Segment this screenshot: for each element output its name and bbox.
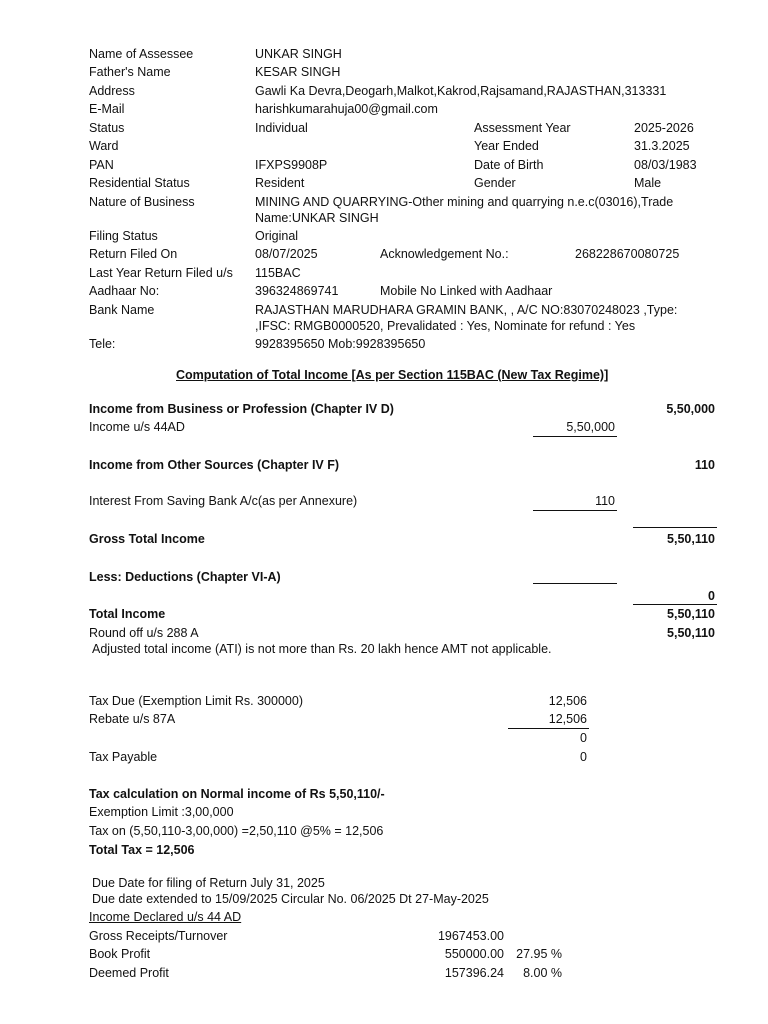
label-status: Status (89, 121, 125, 135)
value-nature-line2: Name:UNKAR SINGH (255, 211, 379, 225)
calc-line2: Tax on (5,50,110-3,00,000) =2,50,110 @5% = 12,506 (89, 824, 384, 838)
value-bank-line2: ,IFSC: RMGB0000520, Prevalidated : Yes, Nominate for refund : Yes (255, 319, 636, 333)
tax-due-value: 12,506 (548, 694, 587, 708)
computation-title: Computation of Total Income [As per Section 115BAC (New Tax Regime)] (176, 368, 609, 382)
deductions-label: Less: Deductions (Chapter VI-A) (89, 570, 281, 584)
subtotal-rule (533, 583, 617, 584)
business-total: 5,50,000 (666, 402, 715, 416)
tax-due-label: Tax Due (Exemption Limit Rs. 300000) (89, 694, 303, 708)
value-pan: IFXPS9908P (255, 158, 328, 172)
label-bank: Bank Name (89, 303, 155, 317)
calc-line3: Total Tax = 12,506 (89, 843, 195, 857)
label-year-ended: Year Ended (474, 139, 539, 153)
value-return-filed: 08/07/2025 (255, 247, 318, 261)
value-assessment-year: 2025-2026 (634, 121, 694, 135)
value-aadhaar: 396324869741 (255, 284, 339, 298)
value-father: KESAR SINGH (255, 65, 341, 79)
other-total: 110 (694, 458, 715, 472)
value-last-year: 115BAC (255, 266, 301, 280)
value-status: Individual (255, 121, 308, 135)
calc-title: Tax calculation on Normal income of Rs 5,50,110/- (89, 787, 385, 801)
label-filing: Filing Status (89, 229, 158, 243)
tax-payable-label: Tax Payable (89, 750, 158, 764)
other-head: Income from Other Sources (Chapter IV F) (89, 458, 340, 472)
label-mobile-linked: Mobile No Linked with Aadhaar (380, 284, 553, 298)
rebate-label: Rebate u/s 87A (89, 712, 176, 726)
label-aadhaar: Aadhaar No: (89, 284, 160, 298)
other-item: Interest From Saving Bank A/c(as per Annexure) (89, 494, 358, 508)
total-income-label: Total Income (89, 607, 166, 621)
value-dob: 08/03/1983 (634, 158, 697, 172)
label-tele: Tele: (89, 337, 116, 351)
label-email: E-Mail (89, 102, 125, 116)
deemed-profit-pct: 8.00 % (523, 966, 562, 980)
tax-payable-value: 0 (580, 750, 587, 764)
label-address: Address (89, 84, 135, 98)
business-item: Income u/s 44AD (89, 420, 185, 434)
value-email: harishkumarahuja00@gmail.com (255, 102, 438, 116)
value-year-ended: 31.3.2025 (634, 139, 690, 153)
total-income-value: 5,50,110 (667, 607, 715, 621)
gti-label: Gross Total Income (89, 532, 205, 546)
deductions-value: 0 (708, 589, 715, 603)
book-profit-pct: 27.95 % (516, 947, 562, 961)
other-item-value: 110 (595, 494, 615, 508)
subtotal-rule (533, 510, 617, 511)
calc-line1: Exemption Limit :3,00,000 (89, 805, 234, 819)
value-gender: Male (634, 176, 662, 190)
net-value: 0 (580, 731, 587, 745)
label-gender: Gender (474, 176, 516, 190)
deemed-profit-label: Deemed Profit (89, 966, 169, 980)
ati-note: Adjusted total income (ATI) is not more than Rs. 20 lakh hence AMT not applicable. (92, 642, 552, 656)
value-tele: 9928395650 Mob:9928395650 (255, 337, 426, 351)
total-rule (633, 527, 717, 528)
deemed-profit-amount: 157396.24 (444, 966, 504, 980)
value-name: UNKAR SINGH (255, 47, 342, 61)
value-filing: Original (255, 229, 299, 243)
business-head: Income from Business or Profession (Chapter IV D) (89, 402, 394, 416)
due-date-extended: Due date extended to 15/09/2025 Circular No. 06/2025 Dt 27-May-2025 (92, 892, 489, 906)
value-bank-line1: RAJASTHAN MARUDHARA GRAMIN BANK, , A/C NO:83070248023 ,Type: (255, 303, 678, 317)
income-declared-heading: Income Declared u/s 44 AD (89, 910, 242, 924)
label-nature: Nature of Business (89, 195, 195, 209)
rebate-value: 12,506 (548, 712, 587, 726)
label-ack: Acknowledgement No.: (380, 247, 509, 261)
label-name: Name of Assessee (89, 47, 194, 61)
label-dob: Date of Birth (474, 158, 544, 172)
business-item-value: 5,50,000 (566, 420, 615, 434)
label-residential: Residential Status (89, 176, 190, 190)
roundoff-value: 5,50,110 (667, 626, 715, 640)
label-pan: PAN (89, 158, 114, 172)
label-last-year: Last Year Return Filed u/s (89, 266, 233, 280)
label-assessment-year: Assessment Year (474, 121, 571, 135)
due-date: Due Date for filing of Return July 31, 2025 (92, 876, 325, 890)
subtotal-rule (508, 728, 589, 729)
book-profit-amount: 550000.00 (444, 947, 504, 961)
receipts-label: Gross Receipts/Turnover (89, 929, 228, 943)
receipts-amount: 1967453.00 (437, 929, 504, 943)
total-rule (633, 604, 717, 605)
value-nature-line1: MINING AND QUARRYING-Other mining and quarrying n.e.c(03016),Trade (255, 195, 674, 209)
value-address: Gawli Ka Devra,Deogarh,Malkot,Kakrod,Rajsamand,RAJASTHAN,313331 (255, 84, 667, 98)
label-father: Father's Name (89, 65, 171, 79)
book-profit-label: Book Profit (89, 947, 151, 961)
subtotal-rule (533, 436, 617, 437)
roundoff-label: Round off u/s 288 A (89, 626, 199, 640)
label-return-filed: Return Filed On (89, 247, 178, 261)
gti-value: 5,50,110 (667, 532, 715, 546)
label-ward: Ward (89, 139, 119, 153)
value-residential: Resident (255, 176, 305, 190)
value-ack: 268228670080725 (575, 247, 680, 261)
